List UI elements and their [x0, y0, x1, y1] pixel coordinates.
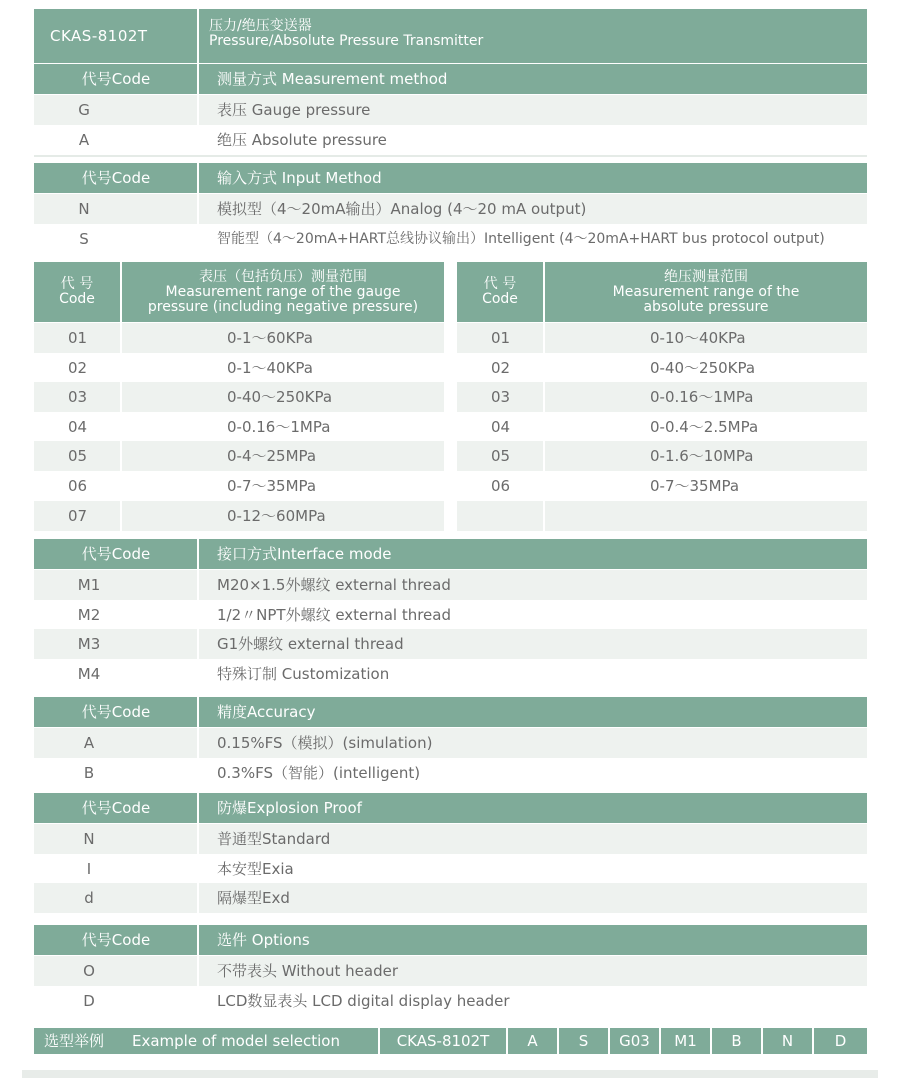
- row-desc: 0.3%FS（智能）(intelligent): [217, 763, 421, 782]
- options-title: 选件 Options: [217, 931, 310, 949]
- gauge-range-title: [122, 270, 444, 315]
- row-value: 0-0.16～1MPa: [650, 388, 754, 407]
- row-desc: 智能型（4～20mA+HART总线协议输出）Intelligent (4～20mA+HART bus protocol output): [217, 231, 825, 247]
- abs-range-row: [457, 471, 867, 501]
- gauge-range-title-3: pressure (including negative pressure): [147, 299, 419, 315]
- row-code: d: [84, 889, 94, 908]
- row-desc: 本安型Exia: [217, 859, 294, 878]
- example-cell: B: [731, 1032, 742, 1050]
- row-code: M2: [77, 605, 101, 624]
- row-desc: 0.15%FS（模拟）(simulation): [217, 734, 433, 752]
- example-row: [34, 1028, 867, 1054]
- explosion-code-label: 代号Code: [81, 799, 151, 817]
- gauge-range-row: [34, 353, 444, 383]
- row-desc: 不带表头 Without header: [217, 962, 399, 980]
- gauge-code-label-en: Code: [59, 291, 95, 307]
- options-header: [34, 925, 867, 955]
- gauge-range-row: [34, 323, 444, 353]
- row-value: 0-40～250KPa: [227, 388, 333, 407]
- input-header: [34, 163, 867, 193]
- example-cell: G03: [619, 1032, 650, 1050]
- row-code: N: [78, 200, 90, 218]
- input-code-label: 代号Code: [81, 169, 151, 187]
- abs-range-row: [457, 382, 867, 412]
- row-desc: M20×1.5外螺纹 external thread: [217, 576, 451, 594]
- row-desc: G1外螺纹 external thread: [217, 635, 404, 654]
- row-code: A: [78, 131, 90, 149]
- row-code: M4: [77, 665, 101, 684]
- row-desc: 隔爆型Exd: [217, 889, 290, 908]
- row-value: 0-1～40KPa: [227, 358, 313, 377]
- abs-code-label-cn: 代 号: [483, 276, 517, 292]
- interface-header: [34, 539, 867, 569]
- abs-range-row: [457, 353, 867, 383]
- row-code: M1: [77, 576, 101, 594]
- row-value: 0-0.16～1MPa: [227, 417, 331, 436]
- divider: [34, 155, 867, 157]
- table-row: [34, 629, 867, 659]
- row-desc: LCD数显表头 LCD digital display header: [217, 991, 510, 1010]
- abs-range-row: [457, 412, 867, 442]
- accuracy-code-label: 代号Code: [81, 703, 151, 721]
- row-code: 01: [68, 329, 88, 347]
- row-value: 0-1.6～10MPa: [650, 447, 754, 466]
- gauge-range-title-1: 表压（包括负压）测量范围: [199, 269, 367, 285]
- table-row: [34, 125, 867, 155]
- table-row: [34, 600, 867, 630]
- row-desc: 普通型Standard: [217, 830, 331, 848]
- explosion-title: 防爆Explosion Proof: [217, 799, 362, 817]
- row-desc: 特殊订制 Customization: [217, 665, 390, 684]
- example-cell: N: [781, 1032, 794, 1050]
- row-code: 02: [68, 358, 88, 377]
- table-row: [34, 883, 867, 913]
- example-cell: CKAS-8102T: [396, 1032, 490, 1050]
- row-value: 0-12～60MPa: [227, 506, 326, 525]
- gauge-range-row: [34, 382, 444, 412]
- example-label-cn: 选型举例: [44, 1032, 105, 1050]
- gauge-range-title-2: Measurement range of the gauge: [165, 284, 401, 300]
- row-code: B: [83, 763, 95, 782]
- row-code: 05: [68, 447, 88, 466]
- row-desc: 1/2〃NPT外螺纹 external thread: [217, 605, 451, 624]
- table-row: [34, 95, 867, 125]
- row-code: 03: [491, 388, 511, 407]
- row-code: 04: [68, 417, 88, 436]
- interface-title: 接口方式Interface mode: [217, 545, 392, 563]
- row-desc: 绝压 Absolute pressure: [217, 131, 387, 149]
- row-code: O: [83, 962, 95, 980]
- table-row: [34, 224, 867, 254]
- table-row: [34, 854, 867, 884]
- row-code: 02: [491, 358, 511, 377]
- measurement-code-label: 代号Code: [81, 70, 151, 88]
- gauge-range-row: [34, 501, 444, 531]
- row-code: I: [86, 859, 92, 878]
- example-label-en: Example of model selection: [132, 1032, 340, 1050]
- abs-range-title-3: absolute pressure: [643, 299, 769, 315]
- row-code: 06: [491, 477, 511, 495]
- measurement-title: 测量方式 Measurement method: [217, 70, 448, 88]
- row-code: D: [83, 991, 95, 1010]
- abs-code-label: [457, 277, 543, 307]
- table-row: [34, 758, 867, 788]
- explosion-header: [34, 793, 867, 823]
- table-row: [34, 194, 867, 224]
- accuracy-header: [34, 697, 867, 727]
- abs-range-title-2: Measurement range of the: [612, 284, 800, 300]
- table-row: [34, 659, 867, 689]
- example-cell: S: [578, 1032, 589, 1050]
- row-code: M3: [77, 635, 101, 654]
- abs-range-title: [545, 270, 867, 315]
- row-code: 01: [491, 329, 511, 347]
- abs-range-header: [457, 262, 867, 322]
- table-row: [34, 986, 867, 1016]
- row-desc: 模拟型（4～20mA输出）Analog (4～20 mA output): [217, 200, 587, 218]
- row-value: 0-1～60KPa: [227, 329, 313, 347]
- title-block: [34, 9, 867, 63]
- row-code: 03: [68, 388, 88, 407]
- example-cell: M1: [674, 1032, 697, 1050]
- abs-code-label-en: Code: [482, 291, 518, 307]
- accuracy-title: 精度Accuracy: [217, 703, 316, 721]
- example-cell: A: [527, 1032, 538, 1050]
- row-value: 0-7～35MPa: [227, 477, 317, 495]
- gauge-code-label: [34, 277, 120, 307]
- row-code: S: [79, 230, 89, 248]
- gauge-range-row: [34, 441, 444, 471]
- row-desc: 表压 Gauge pressure: [217, 101, 371, 119]
- abs-range-row: [457, 323, 867, 353]
- abs-range-title-1: 绝压测量范围: [664, 269, 748, 285]
- row-code: G: [78, 101, 90, 119]
- table-row: [34, 570, 867, 600]
- table-row: [34, 956, 867, 986]
- row-code: 05: [491, 447, 511, 466]
- abs-range-row: [457, 441, 867, 471]
- row-code: 06: [68, 477, 88, 495]
- product-name-cn: 压力/绝压变送器: [209, 18, 312, 34]
- model-title: CKAS-8102T: [50, 27, 148, 45]
- row-value: 0-4～25MPa: [227, 447, 317, 466]
- interface-code-label: 代号Code: [81, 545, 151, 563]
- product-name-en: Pressure/Absolute Pressure Transmitter: [209, 33, 484, 49]
- abs-range-row: [457, 501, 867, 531]
- options-code-label: 代号Code: [81, 931, 151, 949]
- gauge-range-row: [34, 412, 444, 442]
- row-code: A: [83, 734, 95, 752]
- row-value: 0-7～35MPa: [650, 477, 740, 495]
- row-code: 04: [491, 417, 511, 436]
- row-value: 0-10～40KPa: [650, 329, 746, 347]
- gauge-range-row: [34, 471, 444, 501]
- row-value: 0-40～250KPa: [650, 358, 756, 377]
- gauge-range-header: [34, 262, 444, 322]
- table-row: [34, 824, 867, 854]
- measurement-header: [34, 64, 867, 94]
- row-code: N: [83, 830, 95, 848]
- input-title: 输入方式 Input Method: [217, 169, 382, 187]
- bottom-bar: [22, 1070, 878, 1078]
- row-code: 07: [68, 506, 88, 525]
- example-cell: D: [834, 1032, 847, 1050]
- product-name: [199, 9, 483, 49]
- table-row: [34, 728, 867, 758]
- row-value: 0-0.4～2.5MPa: [650, 417, 759, 436]
- gauge-code-label-cn: 代 号: [60, 276, 94, 292]
